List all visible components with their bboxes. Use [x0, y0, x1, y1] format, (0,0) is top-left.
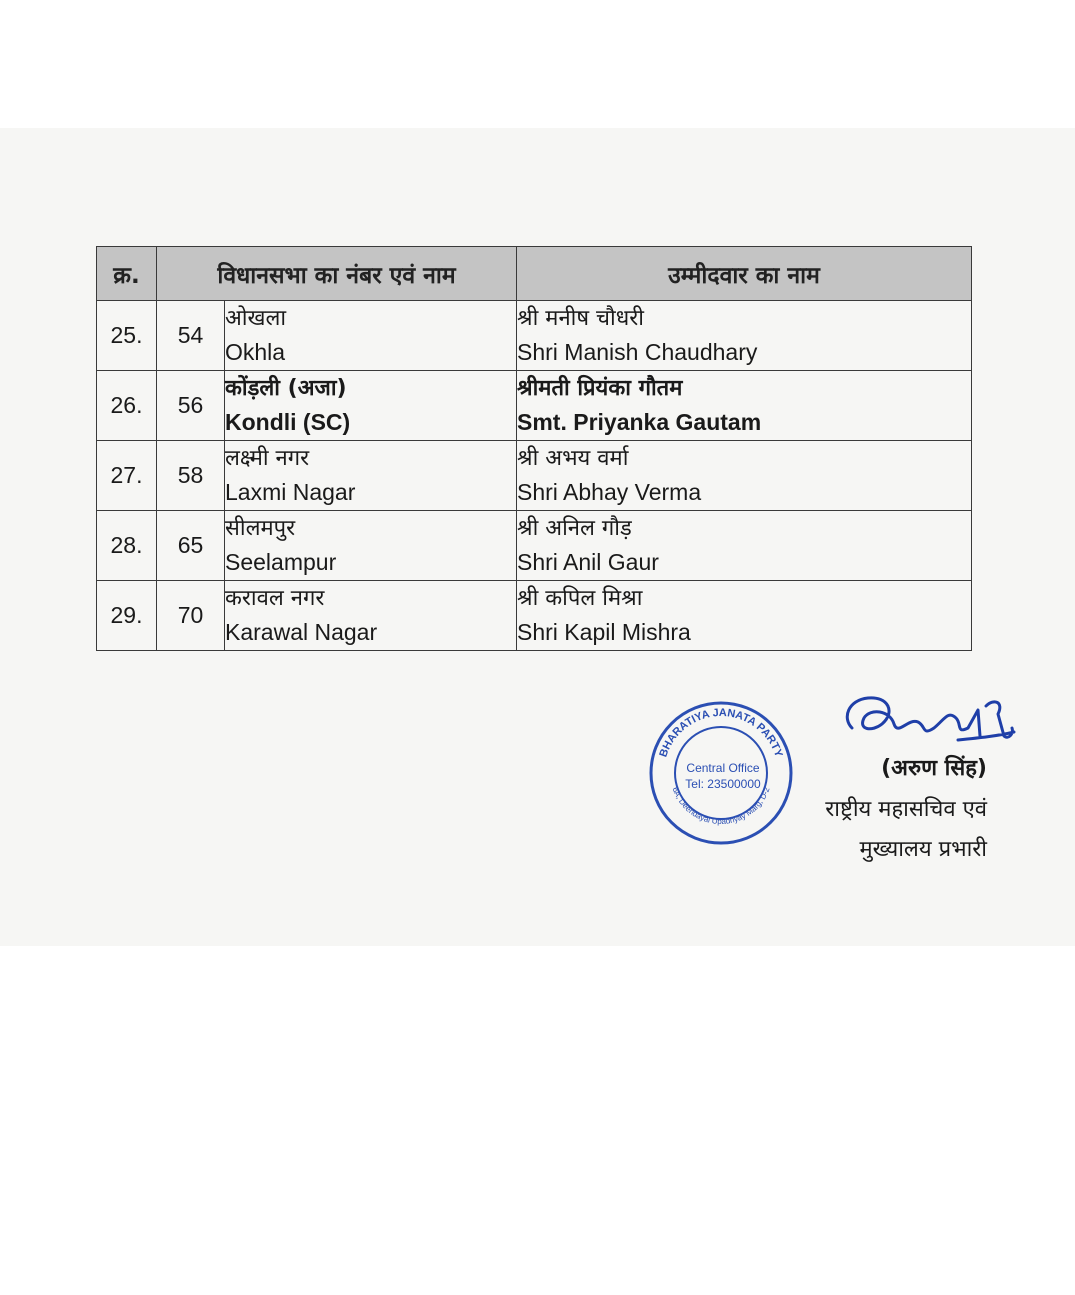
row-constituency-number: 56 [157, 371, 225, 441]
designation-line-1: राष्ट्रीय महासचिव एवं [825, 797, 987, 822]
constituency-name-english: Seelampur [225, 549, 337, 575]
table-header-row [97, 247, 972, 301]
constituency-name-hindi: सीलमपुर [225, 516, 296, 541]
row-constituency-number: 65 [157, 511, 225, 581]
table-row [97, 301, 972, 371]
row-candidate-name [517, 511, 972, 581]
party-seal-stamp [648, 700, 794, 846]
row-constituency-name [225, 511, 517, 581]
table-row [97, 371, 972, 441]
candidate-list-table [96, 246, 972, 651]
row-serial: 26. [97, 371, 157, 441]
candidate-name-hindi: श्री अभय वर्मा [517, 446, 629, 471]
candidate-name-hindi: श्रीमती प्रियंका गौतम [517, 376, 683, 401]
candidate-name-english: Shri Kapil Mishra [517, 619, 691, 645]
stamp-outer-text: BHARATIYA JANATA PARTY [657, 706, 785, 759]
candidate-name-english: Shri Abhay Verma [517, 479, 702, 505]
handwritten-signature [838, 688, 1018, 754]
row-candidate-name [517, 301, 972, 371]
designation-line-2: मुख्यालय प्रभारी [859, 837, 987, 862]
table-row [97, 581, 972, 651]
row-serial: 29. [97, 581, 157, 651]
header-constituency: विधानसभा का नंबर एवं नाम [157, 247, 517, 301]
row-constituency-name [225, 581, 517, 651]
row-serial: 25. [97, 301, 157, 371]
row-constituency-name [225, 301, 517, 371]
row-constituency-name [225, 441, 517, 511]
candidate-name-hindi: श्री कपिल मिश्रा [517, 586, 643, 611]
row-constituency-number: 58 [157, 441, 225, 511]
row-candidate-name [517, 581, 972, 651]
constituency-name-english: Karawal Nagar [225, 619, 378, 645]
header-candidate: उम्मीदवार का नाम [517, 247, 972, 301]
row-serial: 27. [97, 441, 157, 511]
constituency-name-english: Okhla [225, 339, 286, 365]
svg-text:BHARATIYA JANATA PARTY [657, 707, 784, 759]
table-row [97, 441, 972, 511]
row-serial: 28. [97, 511, 157, 581]
table-row [97, 511, 972, 581]
constituency-name-english: Kondli (SC) [225, 409, 351, 435]
signatory-name: (अरुण सिंह) [881, 756, 987, 781]
row-candidate-name [517, 441, 972, 511]
row-constituency-number: 54 [157, 301, 225, 371]
candidate-name-english: Shri Manish Chaudhary [517, 339, 758, 365]
constituency-name-hindi: ओखला [225, 306, 287, 331]
candidate-name-hindi: श्री अनिल गौड़ [517, 516, 632, 541]
row-constituency-number: 70 [157, 581, 225, 651]
header-serial: क्र. [97, 247, 157, 301]
candidate-name-english: Smt. Priyanka Gautam [517, 409, 762, 435]
svg-text:6A, Deendayal Upadhyay Marg, D [670, 785, 771, 826]
stamp-center-line2: Tel: 23500000 [685, 777, 761, 791]
constituency-name-english: Laxmi Nagar [225, 479, 356, 505]
stamp-lower-text: 6A, Deendayal Upadhyay Marg, D-2 [670, 786, 772, 827]
candidate-name-hindi: श्री मनीष चौधरी [517, 306, 644, 331]
constituency-name-hindi: लक्ष्मी नगर [225, 446, 310, 471]
constituency-name-hindi: करावल नगर [225, 586, 325, 611]
constituency-name-hindi: कोंड़ली (अजा) [225, 376, 347, 401]
signatory-designation [825, 790, 987, 870]
row-constituency-name [225, 371, 517, 441]
stamp-center-line1: Central Office [686, 761, 760, 775]
candidate-name-english: Shri Anil Gaur [517, 549, 659, 575]
row-candidate-name [517, 371, 972, 441]
